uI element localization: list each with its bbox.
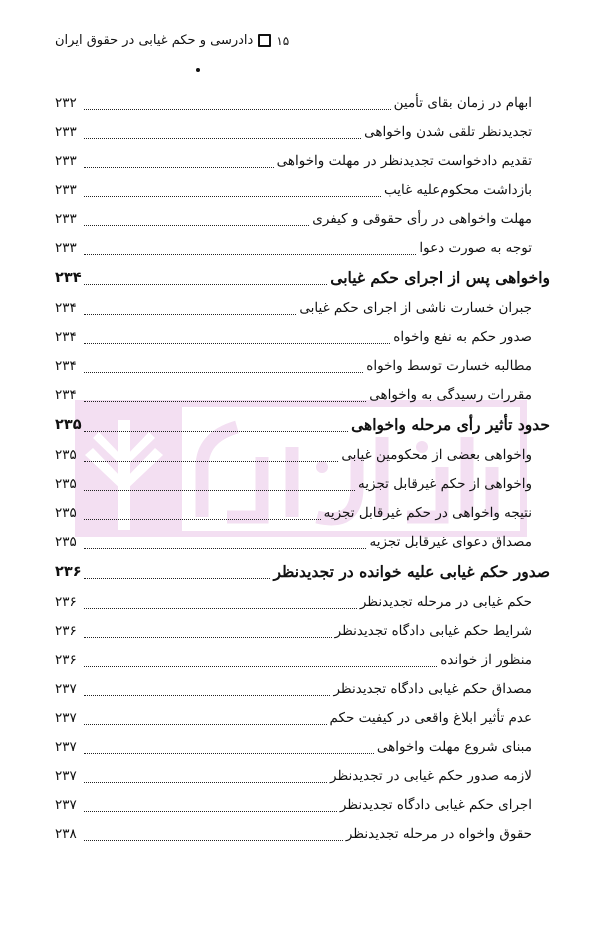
- toc-entry[interactable]: [55, 527, 550, 556]
- toc-entry[interactable]: [55, 322, 550, 351]
- toc-entry[interactable]: [55, 233, 550, 262]
- toc-entry-title: مصداق حکم غیابی دادگاه تجدیدنظر: [333, 680, 532, 697]
- toc-entry-title: منظور از خوانده: [440, 651, 532, 668]
- decorative-dot: [196, 68, 200, 72]
- dot-leader: [84, 666, 437, 667]
- dot-leader: [84, 138, 361, 139]
- toc-entry-page: ۲۳۷: [55, 796, 77, 813]
- toc-entry-title: لازمه صدور حکم غیابی در تجدیدنظر: [330, 767, 532, 784]
- dot-leader: [84, 782, 327, 783]
- toc-entry-page: ۲۳۳: [55, 123, 77, 140]
- dot-leader: [84, 314, 296, 315]
- dot-leader: [84, 196, 381, 197]
- toc-section-heading[interactable]: [55, 262, 550, 293]
- toc-heading-page: ۲۳۴: [55, 269, 82, 286]
- toc-entry[interactable]: [55, 645, 550, 674]
- dot-leader: [84, 578, 270, 579]
- toc-entry-title: مقررات رسیدگی به واخواهی: [369, 386, 532, 403]
- dot-leader: [84, 109, 391, 110]
- toc-entry-title: اجرای حکم غیابی دادگاه تجدیدنظر: [339, 796, 532, 813]
- toc-entry-page: ۲۳۳: [55, 210, 77, 227]
- toc-section-heading[interactable]: [55, 409, 550, 440]
- toc-entry-title: مبنای شروع مهلت واخواهی: [376, 738, 532, 755]
- toc-entry[interactable]: [55, 732, 550, 761]
- toc-entry-page: ۲۳۶: [55, 593, 77, 610]
- toc-entry[interactable]: [55, 351, 550, 380]
- toc-entry-title: حکم غیابی در مرحله تجدیدنظر: [359, 593, 532, 610]
- toc-entry-page: ۲۳۵: [55, 446, 77, 463]
- toc-entry[interactable]: [55, 761, 550, 790]
- toc-entry[interactable]: [55, 819, 550, 848]
- dot-leader: [84, 225, 309, 226]
- toc-entry-page: ۲۳۷: [55, 738, 77, 755]
- toc-entry[interactable]: [55, 88, 550, 117]
- dot-leader: [84, 461, 338, 462]
- dot-leader: [84, 343, 390, 344]
- toc-heading-page: ۲۳۵: [55, 416, 82, 433]
- toc-entry-title: ابهام در زمان بقای تأمین: [393, 94, 532, 111]
- toc-heading-title: واخواهی پس از اجرای حکم غیابی: [330, 268, 550, 287]
- dot-leader: [84, 840, 343, 841]
- toc-heading-page: ۲۳۶: [55, 563, 82, 580]
- toc-entry[interactable]: [55, 293, 550, 322]
- dot-leader: [84, 490, 355, 491]
- toc-entry-title: حقوق واخواه در مرحله تجدیدنظر: [345, 825, 532, 842]
- toc-entry[interactable]: [55, 616, 550, 645]
- toc-entry-title: جبران خسارت ناشی از اجرای حکم غیابی: [299, 299, 532, 316]
- dot-leader: [84, 167, 274, 168]
- table-of-contents: [55, 88, 550, 848]
- toc-entry[interactable]: [55, 498, 550, 527]
- toc-entry-page: ۲۳۸: [55, 825, 77, 842]
- toc-entry[interactable]: [55, 440, 550, 469]
- toc-entry-title: عدم تأثیر ابلاغ واقعی در کیفیت حکم: [329, 709, 532, 726]
- toc-entry-title: نتیجه واخواهی در حکم غیرقابل تجزیه: [323, 504, 532, 521]
- toc-entry-title: شرایط حکم غیابی دادگاه تجدیدنظر: [334, 622, 532, 639]
- toc-entry-page: ۲۳۵: [55, 533, 77, 550]
- dot-leader: [84, 724, 327, 725]
- dot-leader: [84, 695, 330, 696]
- dot-leader: [84, 431, 348, 432]
- running-header: [55, 33, 289, 48]
- toc-entry-page: ۲۳۷: [55, 680, 77, 697]
- toc-entry[interactable]: [55, 146, 550, 175]
- dot-leader: [84, 372, 363, 373]
- toc-entry-title: واخواهی بعضی از محکومین غیابی: [341, 446, 532, 463]
- dot-leader: [84, 637, 332, 638]
- toc-heading-title: صدور حکم غیابی علیه خوانده در تجدیدنظر: [273, 562, 550, 581]
- toc-entry-page: ۲۳۵: [55, 504, 77, 521]
- dot-leader: [84, 254, 416, 255]
- toc-entry-title: بازداشت محکوم‌علیه غایب: [383, 181, 532, 198]
- header-page-number: ۱۵: [276, 33, 290, 48]
- toc-entry-page: ۲۳۴: [55, 299, 77, 316]
- dot-leader: [84, 811, 337, 812]
- toc-heading-title: حدود تأثیر رأی مرحله واخواهی: [351, 415, 550, 434]
- toc-entry-page: ۲۳۶: [55, 651, 77, 668]
- square-box-icon: [258, 34, 271, 47]
- toc-entry-page: ۲۳۳: [55, 239, 77, 256]
- toc-entry[interactable]: [55, 117, 550, 146]
- toc-entry-page: ۲۳۳: [55, 181, 77, 198]
- toc-entry-page: ۲۳۴: [55, 386, 77, 403]
- toc-entry-page: ۲۳۷: [55, 767, 77, 784]
- dot-leader: [84, 284, 327, 285]
- dot-leader: [84, 608, 357, 609]
- toc-entry[interactable]: [55, 175, 550, 204]
- toc-entry[interactable]: [55, 703, 550, 732]
- header-book-title: دادرسی و حکم غیابی در حقوق ایران: [55, 33, 254, 48]
- dot-leader: [84, 753, 374, 754]
- toc-entry-page: ۲۳۷: [55, 709, 77, 726]
- toc-entry[interactable]: [55, 380, 550, 409]
- toc-entry-title: تقدیم دادخواست تجدیدنظر در مهلت واخواهی: [276, 152, 532, 169]
- dot-leader: [84, 519, 321, 520]
- toc-entry-title: مهلت واخواهی در رأی حقوقی و کیفری: [312, 210, 532, 227]
- toc-entry-page: ۲۳۶: [55, 622, 77, 639]
- toc-entry[interactable]: [55, 204, 550, 233]
- toc-entry[interactable]: [55, 674, 550, 703]
- toc-entry-title: مصداق دعوای غیرقابل تجزیه: [369, 533, 532, 550]
- toc-section-heading[interactable]: [55, 556, 550, 587]
- toc-entry-title: مطالبه خسارت توسط واخواه: [366, 357, 532, 374]
- toc-entry[interactable]: [55, 790, 550, 819]
- toc-entry-page: ۲۳۴: [55, 357, 77, 374]
- toc-entry-page: ۲۳۴: [55, 328, 77, 345]
- dot-leader: [84, 401, 366, 402]
- toc-entry-title: تجدیدنظر تلقی شدن واخواهی: [364, 123, 532, 140]
- toc-entry-title: واخواهی از حکم غیرقابل تجزیه: [358, 475, 532, 492]
- dot-leader: [84, 548, 366, 549]
- toc-entry-page: ۲۳۵: [55, 475, 77, 492]
- toc-entry[interactable]: [55, 587, 550, 616]
- toc-entry-title: صدور حکم به نفع واخواه: [393, 328, 532, 345]
- toc-entry[interactable]: [55, 469, 550, 498]
- toc-entry-page: ۲۳۲: [55, 94, 77, 111]
- toc-entry-title: توجه به صورت دعوا: [419, 239, 532, 256]
- toc-entry-page: ۲۳۳: [55, 152, 77, 169]
